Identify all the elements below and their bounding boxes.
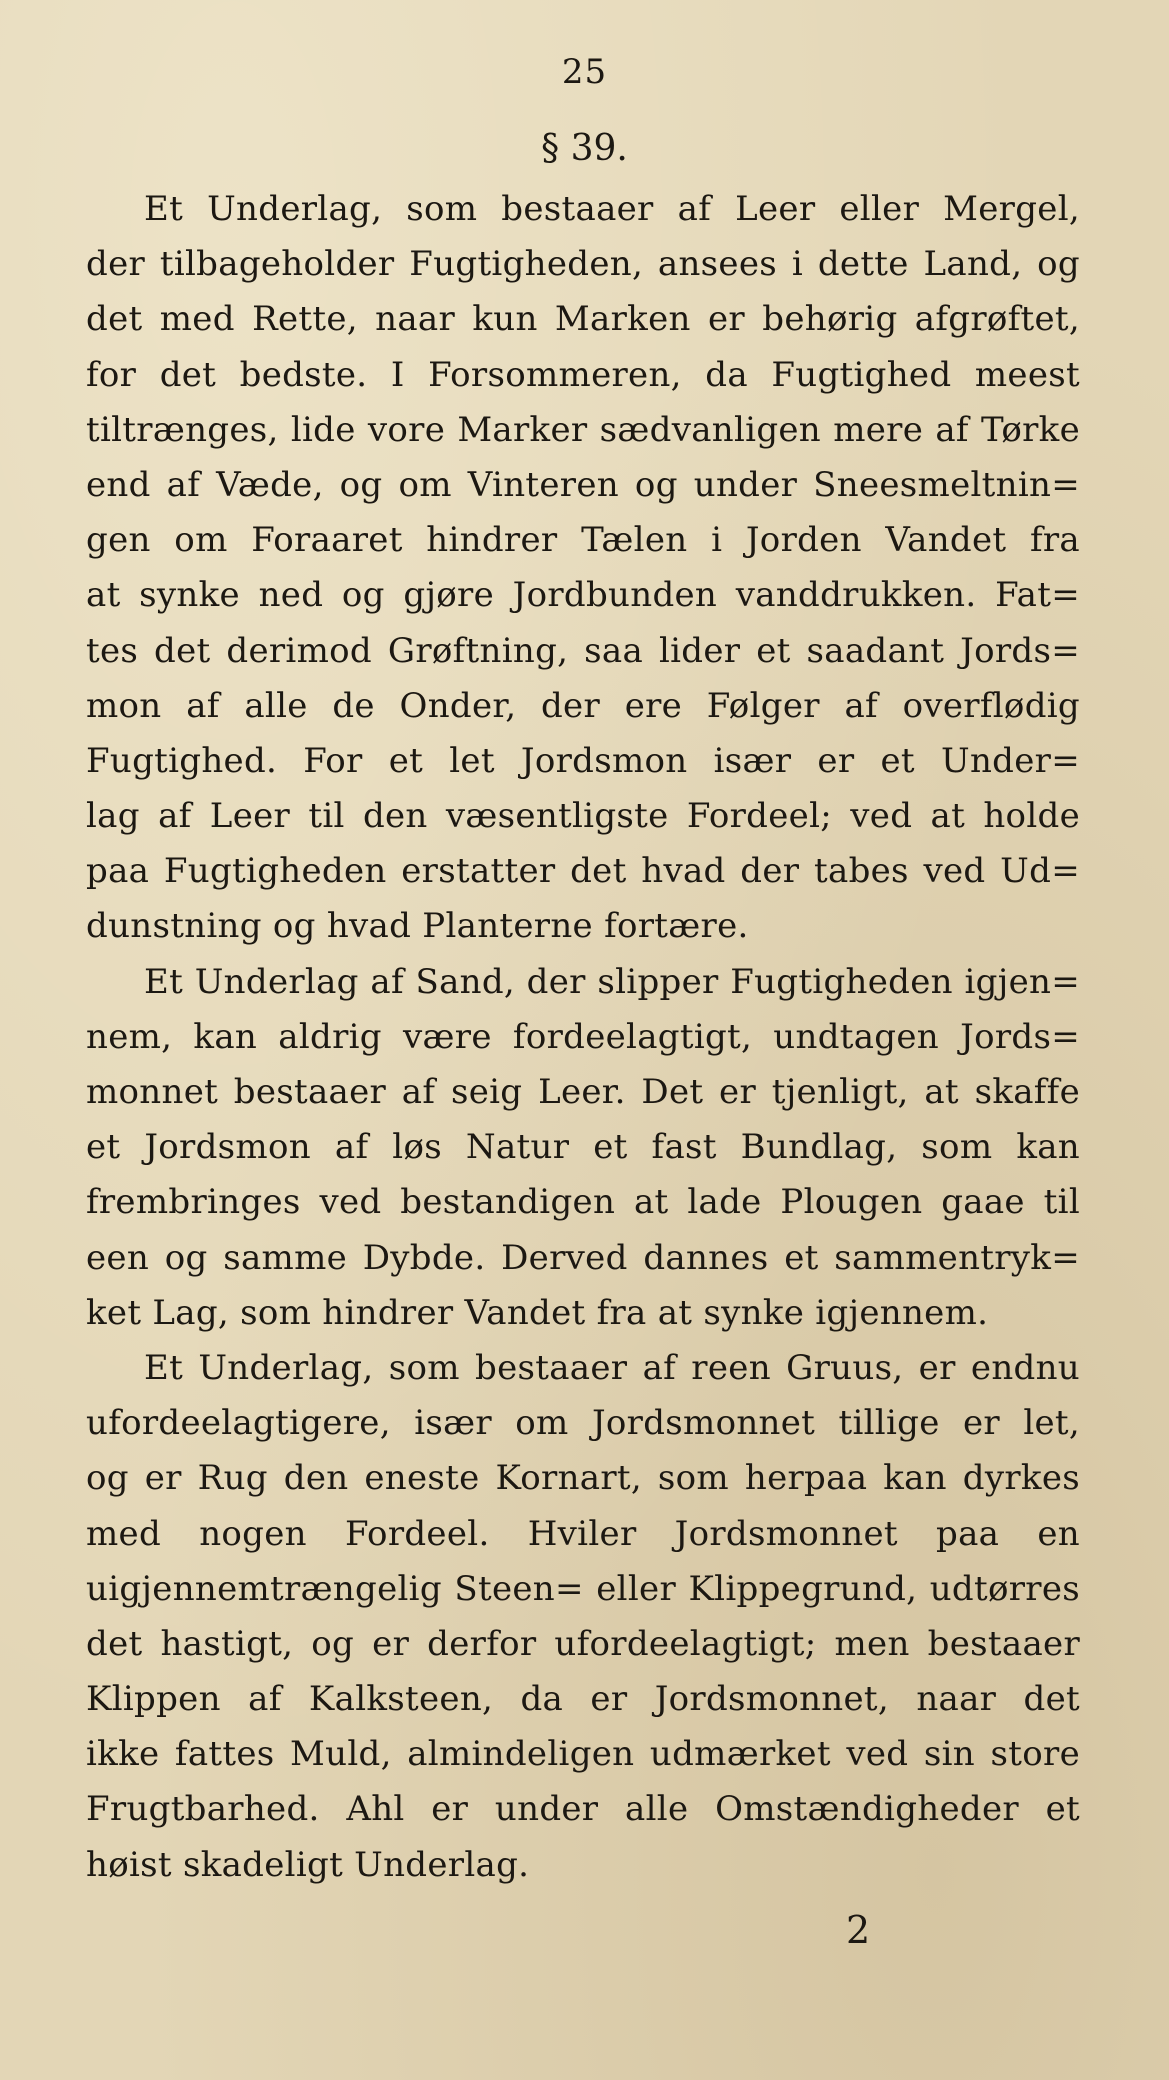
section-heading: § 39. <box>541 128 628 169</box>
body-text <box>86 182 1080 1893</box>
text-line: tiltrænges, lide vore Marker sædvanligen mere af Tørke <box>86 409 1080 450</box>
text-line: med nogen Fordeel. Hviler Jordsmonnet paa en <box>86 1513 1080 1554</box>
text-line: ket Lag, som hindrer Vandet fra at synke igjennem. <box>86 1292 989 1333</box>
text-line: frembringes ved bestandigen at lade Plougen gaae til <box>86 1182 1080 1223</box>
text-line: Et Underlag, som bestaaer af reen Gruus, er endnu <box>144 1347 1080 1388</box>
text-line: monnet bestaaer af seig Leer. Det er tjenligt, at skaffe <box>86 1072 1080 1112</box>
text-line: ikke fattes Muld, almindeligen udmærket ved sin store <box>86 1734 1080 1775</box>
text-line: Fugtighed. For et let Jordsmon især er et Under= <box>86 740 1080 781</box>
text-line: tes det derimod Grøftning, saa lider et saadant Jords= <box>86 630 1080 671</box>
text-line: Et Underlag, som bestaaer af Leer eller Mergel, <box>144 189 1080 229</box>
text-line: høist skadeligt Underlag. <box>86 1844 530 1885</box>
text-line: nem, kan aldrig være fordeelagtigt, undtagen Jords= <box>86 1016 1080 1057</box>
text-line: at synke ned og gjøre Jordbunden vanddrukken. Fat= <box>86 575 1080 616</box>
text-line: Et Underlag af Sand, der slipper Fugtigheden igjen= <box>144 961 1080 1002</box>
text-line: dunstning og hvad Planterne fortære. <box>86 906 749 947</box>
text-line: uigjennemtrængelig Steen= eller Klippegrund, udtørres <box>86 1568 1080 1609</box>
text-line: end af Væde, og om Vinteren og under Sneesmeltnin= <box>86 464 1080 505</box>
text-line: ufordeelagtigere, især om Jordsmonnet tillige er let, <box>86 1403 1080 1444</box>
text-line: Klippen af Kalksteen, da er Jordsmonnet, naar det <box>86 1679 1080 1720</box>
text-line: gen om Foraaret hindrer Tælen i Jorden Vandet fra <box>86 520 1080 561</box>
text-line: een og samme Dybde. Derved dannes et sammentryk= <box>86 1237 1080 1278</box>
text-line: der tilbageholder Fugtigheden, ansees i dette Land, og <box>86 244 1080 285</box>
text-line: det med Rette, naar kun Marken er behørig afgrøftet, <box>86 299 1080 340</box>
text-line: det hastigt, og er derfor ufordeelagtigt; men bestaaer <box>86 1623 1080 1664</box>
text-line: paa Fugtigheden erstatter det hvad der tabes ved Ud= <box>86 851 1080 892</box>
text-line: lag af Leer til den væsentligste Fordeel; ved at holde <box>86 796 1080 837</box>
page-number: 25 <box>561 52 608 92</box>
signature-mark: 2 <box>846 1908 871 1952</box>
text-line: og er Rug den eneste Kornart, som herpaa kan dyrkes <box>86 1458 1080 1499</box>
text-line: Frugtbarhed. Ahl er under alle Omstændigheder et <box>86 1789 1080 1830</box>
text-line: mon af alle de Onder, der ere Følger af overflødig <box>86 685 1080 726</box>
text-line: et Jordsmon af løs Natur et fast Bundlag, som kan <box>86 1127 1080 1168</box>
text-line: for det bedste. I Forsommeren, da Fugtighed meest <box>86 354 1080 395</box>
